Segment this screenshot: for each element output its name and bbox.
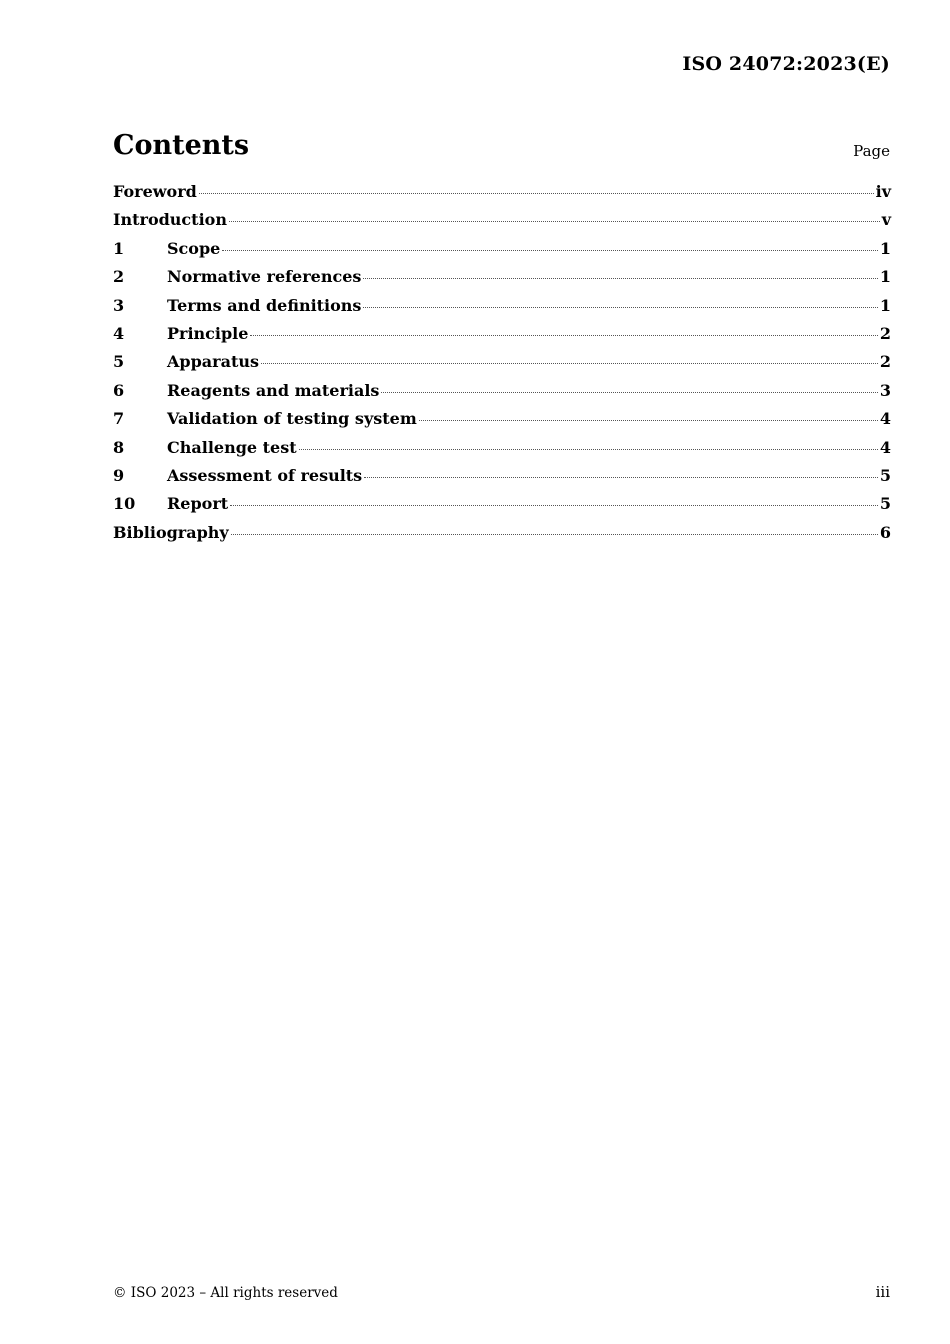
toc-dot-leader	[199, 193, 874, 194]
toc-entry-number: 5	[113, 352, 125, 372]
toc-dot-leader	[229, 221, 880, 222]
toc-entry-reagents-and-materials[interactable]	[113, 381, 891, 409]
toc-entry-title: Terms and definitions	[167, 295, 362, 315]
toc-entry-report[interactable]	[113, 494, 891, 522]
toc-entry-number: 8	[113, 437, 125, 457]
table-of-contents	[113, 182, 891, 551]
toc-entry-title: Report	[167, 494, 229, 514]
toc-dot-leader	[363, 307, 877, 308]
toc-entry-number: 2	[113, 267, 125, 287]
toc-entry-number: 9	[113, 465, 125, 485]
toc-entry-title: Bibliography	[113, 522, 229, 542]
toc-entry-page: 2	[879, 352, 891, 372]
toc-entry-title: Validation of testing system	[167, 409, 417, 429]
toc-entry-title: Apparatus	[167, 352, 259, 372]
toc-entry-challenge-test[interactable]	[113, 438, 891, 466]
toc-entry-page: 1	[879, 267, 891, 287]
toc-dot-leader	[261, 363, 878, 364]
toc-dot-leader	[419, 420, 878, 421]
toc-entry-number: 3	[113, 295, 125, 315]
toc-entry-introduction[interactable]	[113, 210, 891, 238]
toc-entry-bibliography[interactable]	[113, 523, 891, 551]
toc-entry-number: 6	[113, 380, 125, 400]
toc-entry-terms-and-definitions[interactable]	[113, 296, 891, 324]
toc-entry-number: 10	[113, 494, 136, 514]
toc-entry-page: 2	[879, 323, 891, 343]
toc-entry-page: 5	[879, 465, 891, 485]
toc-entry-page: 5	[879, 494, 891, 514]
footer-copyright: © ISO 2023 – All rights reserved	[113, 1285, 338, 1301]
toc-entry-page: 4	[879, 409, 891, 429]
toc-entry-assessment-of-results[interactable]	[113, 466, 891, 494]
toc-entry-page: 4	[879, 437, 891, 457]
toc-dot-leader	[231, 534, 878, 535]
toc-entry-title: Introduction	[113, 210, 227, 230]
toc-entry-page: iv	[875, 182, 891, 201]
toc-entry-number: 4	[113, 323, 125, 343]
toc-entry-principle[interactable]	[113, 324, 891, 352]
contents-heading: Contents	[113, 130, 250, 161]
footer-page-number: iii	[875, 1283, 890, 1301]
toc-entry-title: Normative references	[167, 267, 362, 287]
toc-entry-scope[interactable]	[113, 239, 891, 267]
toc-dot-leader	[381, 392, 877, 393]
toc-entry-number: 7	[113, 409, 125, 429]
toc-entry-page: 1	[879, 238, 891, 258]
toc-entry-title: Reagents and materials	[167, 380, 380, 400]
toc-entry-apparatus[interactable]	[113, 352, 891, 380]
toc-entry-page: 1	[879, 295, 891, 315]
toc-dot-leader	[230, 505, 878, 506]
toc-entry-number: 1	[113, 238, 125, 258]
toc-entry-title: Challenge test	[167, 437, 297, 457]
toc-dot-leader	[222, 250, 878, 251]
toc-entry-title: Principle	[167, 323, 249, 343]
document-identifier: ISO 24072:2023(E)	[682, 53, 890, 75]
toc-dot-leader	[364, 477, 878, 478]
toc-entry-page: 6	[879, 522, 891, 542]
toc-entry-title: Foreword	[113, 182, 197, 201]
toc-entry-foreword[interactable]	[113, 182, 891, 210]
toc-entry-validation-of-testing-system[interactable]	[113, 409, 891, 437]
toc-entry-page: v	[881, 210, 891, 230]
toc-entry-title: Scope	[167, 238, 221, 258]
toc-dot-leader	[363, 278, 877, 279]
toc-entry-normative-references[interactable]	[113, 267, 891, 295]
toc-dot-leader	[250, 335, 877, 336]
toc-entry-page: 3	[879, 380, 891, 400]
toc-dot-leader	[299, 449, 878, 450]
toc-entry-title: Assessment of results	[167, 465, 363, 485]
page-column-label: Page	[853, 142, 890, 160]
